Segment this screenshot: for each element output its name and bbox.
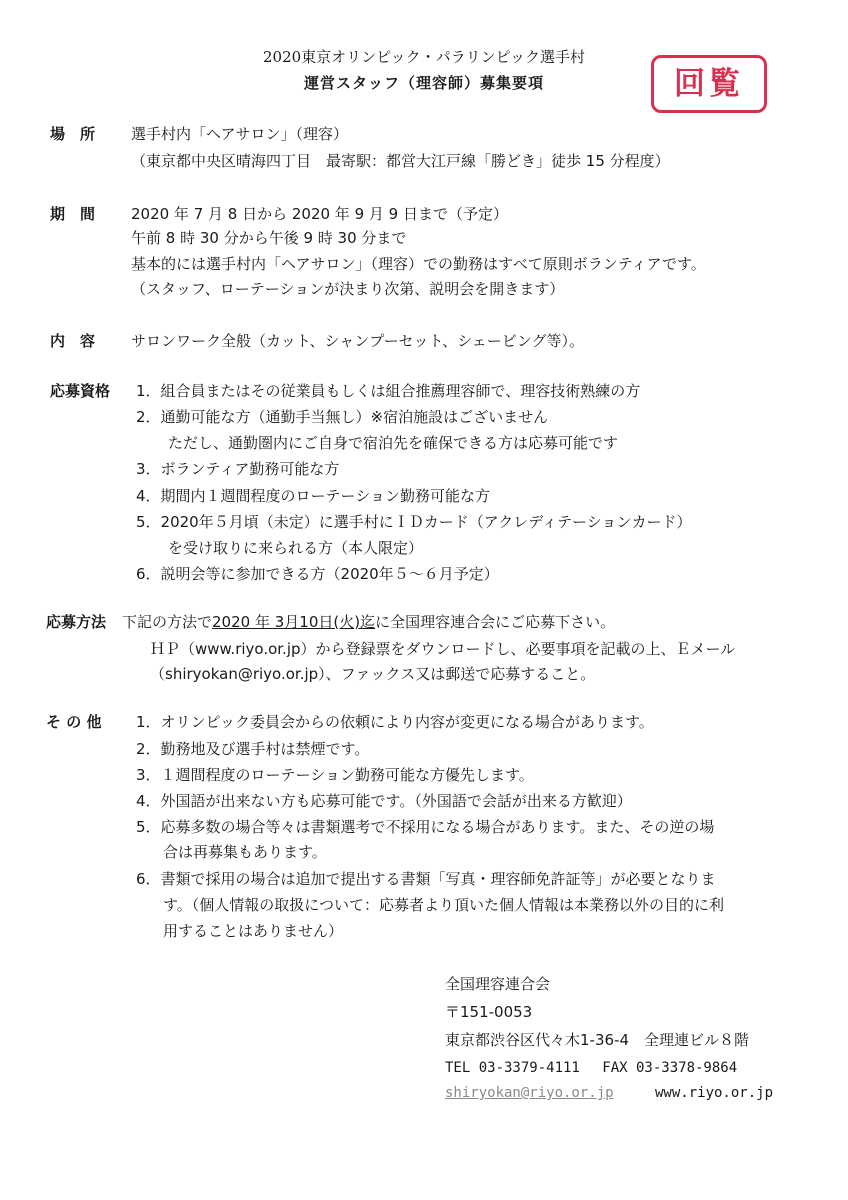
contact-postal-code: 〒151-0053 [445,1003,533,1021]
document-title: 2020東京オリンピック・パラリンピック選手村 [263,48,585,66]
contact-email-link[interactable]: shiryokan@riyo.or.jp [445,1085,614,1101]
qualification-item-2-note: ただし、通勤圏内にご自身で宿泊先を確保できる方は応募可能です [168,434,619,452]
period-label: 期 間 [50,205,96,223]
other-item-5-cont: 合は再募集もあります。 [163,843,327,861]
apply-destination: に全国理容連合会にご応募下さい。 [375,613,616,631]
qualification-item-1: 1．組合員またはその従業員もしくは組合推薦理容師で、理容技術熟練の方 [136,382,641,400]
other-item-6: 6．書類で採用の場合は追加で提出する書類「写真・理容師免許証等」が必要となりま [136,870,716,888]
other-item-6-cont-2: 用することはありません） [163,922,344,940]
qualification-item-2: 2．通勤可能な方（通勤手当無し）※宿泊施設はございません [136,408,549,426]
apply-line-3: （shiryokan@riyo.or.jp）、ファックス又は郵送で応募すること。 [150,665,596,683]
other-item-5: 5．応募多数の場合等々は書類選考で不採用になる場合があります。また、その逆の場 [136,818,715,836]
qualifications-label: 応募資格 [50,382,111,400]
other-item-1: 1．オリンピック委員会からの依頼により内容が変更になる場合があります。 [136,713,654,731]
location-line-2: （東京都中央区晴海四丁目 最寄駅：都営大江戸線「勝どき」徒歩 15 分程度） [131,152,670,170]
document-subtitle: 運営スタッフ（理容師）募集要項 [303,74,544,92]
other-item-2: 2．勤務地及び選手村は禁煙です。 [136,740,370,758]
apply-line-1 [122,611,615,632]
period-line-1: 2020 年 7 月 8 日から 2020 年 9 月 9 日まで（予定） [131,205,508,223]
content-label: 内 容 [50,332,96,350]
qualification-item-6: 6．説明会等に参加できる方（2020年５～６月予定） [136,565,499,583]
circulation-stamp: 回覧 [651,55,767,113]
qualification-item-5-note: を受け取りに来られる方（本人限定） [168,539,424,557]
contact-website[interactable]: www.riyo.or.jp [655,1085,774,1101]
period-line-3: 基本的には選手村内「ヘアサロン」（理容）での勤務はすべて原則ボランティアです。 [131,255,706,273]
qualification-item-3: 3．ボランティア勤務可能な方 [136,460,340,478]
location-line-1: 選手村内「ヘアサロン」（理容） [131,125,349,143]
other-label: そ の 他 [46,713,102,731]
period-line-2: 午前 8 時 30 分から午後 9 時 30 分まで [131,229,407,247]
content-line-1: サロンワーク全般（カット、シャンプーセット、シェービング等）。 [131,332,585,350]
apply-deadline: 2020 年 3月10日(火)迄 [212,613,376,631]
apply-intro: 下記の方法で [122,613,213,631]
location-label: 場 所 [50,125,96,143]
qualification-item-5: 5．2020年５月頃（未定）に選手村にＩＤカード（アクレディテーションカード） [136,513,692,531]
contact-organization: 全国理容連合会 [445,975,551,993]
qualification-item-4: 4．期間内１週間程度のローテーション勤務可能な方 [136,487,490,505]
other-item-3: 3．１週間程度のローテーション勤務可能な方優先します。 [136,766,534,784]
contact-tel-fax: TEL 03-3379-4111 FAX 03-3378-9864 [445,1060,738,1076]
apply-label: 応募方法 [46,613,107,631]
apply-line-2: ＨＰ（www.riyo.or.jp）から登録票をダウンロードし、必要事項を記載の上、Ｅメール [150,640,736,658]
other-item-4: 4．外国語が出来ない方も応募可能です。（外国語で会話が出来る方歓迎） [136,792,632,810]
period-line-4: （スタッフ、ローテーションが決まり次第、説明会を開きます） [131,280,565,298]
contact-address: 東京都渋谷区代々木1-36-4 全理連ビル８階 [445,1031,750,1049]
other-item-6-cont: す。（個人情報の取扱について：応募者より頂いた個人情報は本業務以外の目的に利 [163,896,725,914]
